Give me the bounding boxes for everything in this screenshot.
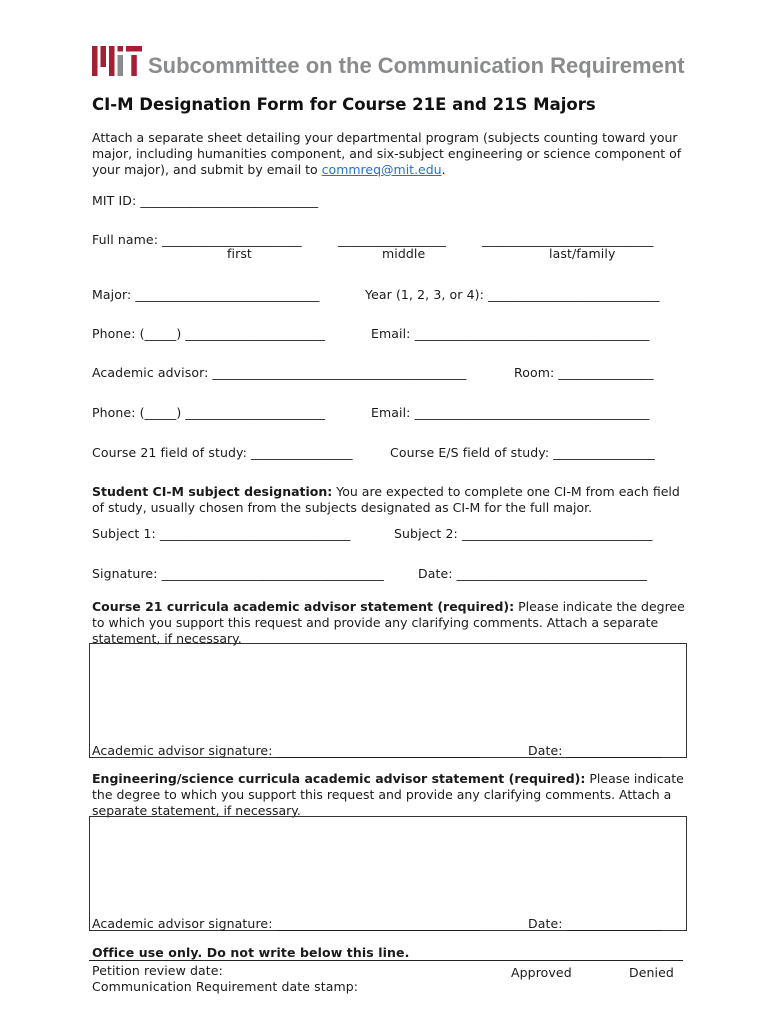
approved-label: Approved: [511, 965, 572, 980]
advisor-email-field[interactable]: Email: _____________________________________: [371, 405, 650, 420]
advisor-phone-field[interactable]: Phone: (_____) ______________________: [92, 405, 326, 420]
subject2-field[interactable]: Subject 2: ______________________________: [394, 526, 653, 541]
phone-field[interactable]: Phone: (_____) ______________________: [92, 326, 326, 341]
email-link[interactable]: commreq@mit.edu: [321, 162, 442, 177]
es-statement-instructions: Engineering/science curricula academic advisor statement (required): Please indicate the degree to which you support this request and provide any clarifying comments. Attach a separate statement, if necessary.: [92, 771, 684, 818]
middle-label: middle: [382, 246, 426, 261]
course21-advisor-date-field[interactable]: Date: _______________: [528, 743, 662, 758]
mit-id-field[interactable]: MIT ID: ____________________________: [92, 193, 319, 208]
full-name-last-field[interactable]: ___________________________: [482, 232, 654, 247]
academic-advisor-field[interactable]: Academic advisor: ________________________________________: [92, 365, 467, 380]
es-statement-box[interactable]: [89, 816, 687, 931]
subject-designation-paragraph: Student CI-M subject designation: You are expected to complete one CI-M from each field of study, usually chosen from the subjects designated as CI-M for the full major.: [92, 484, 680, 515]
full-name-first-field[interactable]: Full name: ______________________: [92, 232, 302, 247]
course21-statement-instructions: Course 21 curricula academic advisor statement (required): Please indicate the degree to which you support this request and provide any clarifying comments. Attach a separate statement, if necessary.: [92, 599, 685, 646]
es-advisor-date-field[interactable]: Date: _______________: [528, 916, 662, 931]
major-field[interactable]: Major: _____________________________: [92, 287, 320, 302]
email-field[interactable]: Email: _____________________________________: [371, 326, 650, 341]
subject1-field[interactable]: Subject 1: ______________________________: [92, 526, 351, 541]
signature-field[interactable]: Signature: ___________________________________: [92, 566, 384, 581]
mit-logo: [92, 46, 142, 76]
first-label: first: [227, 246, 252, 261]
course21-field-of-study[interactable]: Course 21 field of study: ________________: [92, 445, 353, 460]
petition-review-date-label: Petition review date:: [92, 963, 223, 978]
course21-advisor-signature-field[interactable]: Academic advisor signature: ________________________________: [92, 743, 480, 758]
full-name-middle-field[interactable]: _________________: [338, 232, 446, 247]
intro-paragraph: Attach a separate sheet detailing your departmental program (subjects counting toward your major, including humanities component, and six-subject engineering or science component of your major), and submit by email to commreq@mit.edu.: [92, 130, 682, 177]
form-title: CI-M Designation Form for Course 21E and 21S Majors: [92, 95, 596, 114]
es-advisor-signature-field[interactable]: Academic advisor signature: ________________________________: [92, 916, 480, 931]
office-use-divider: [89, 960, 683, 961]
signature-date-field[interactable]: Date: ______________________________: [418, 566, 648, 581]
date-stamp-label: Communication Requirement date stamp:: [92, 979, 359, 994]
header-title: Subcommittee on the Communication Requirement: [148, 53, 685, 78]
course-es-field-of-study[interactable]: Course E/S field of study: ________________: [390, 445, 655, 460]
office-use-heading: Office use only. Do not write below this line.: [92, 945, 410, 960]
room-field[interactable]: Room: _______________: [514, 365, 654, 380]
year-field[interactable]: Year (1, 2, 3, or 4): ___________________________: [365, 287, 660, 302]
last-label: last/family: [549, 246, 616, 261]
denied-label: Denied: [629, 965, 674, 980]
course21-statement-box[interactable]: [89, 643, 687, 758]
